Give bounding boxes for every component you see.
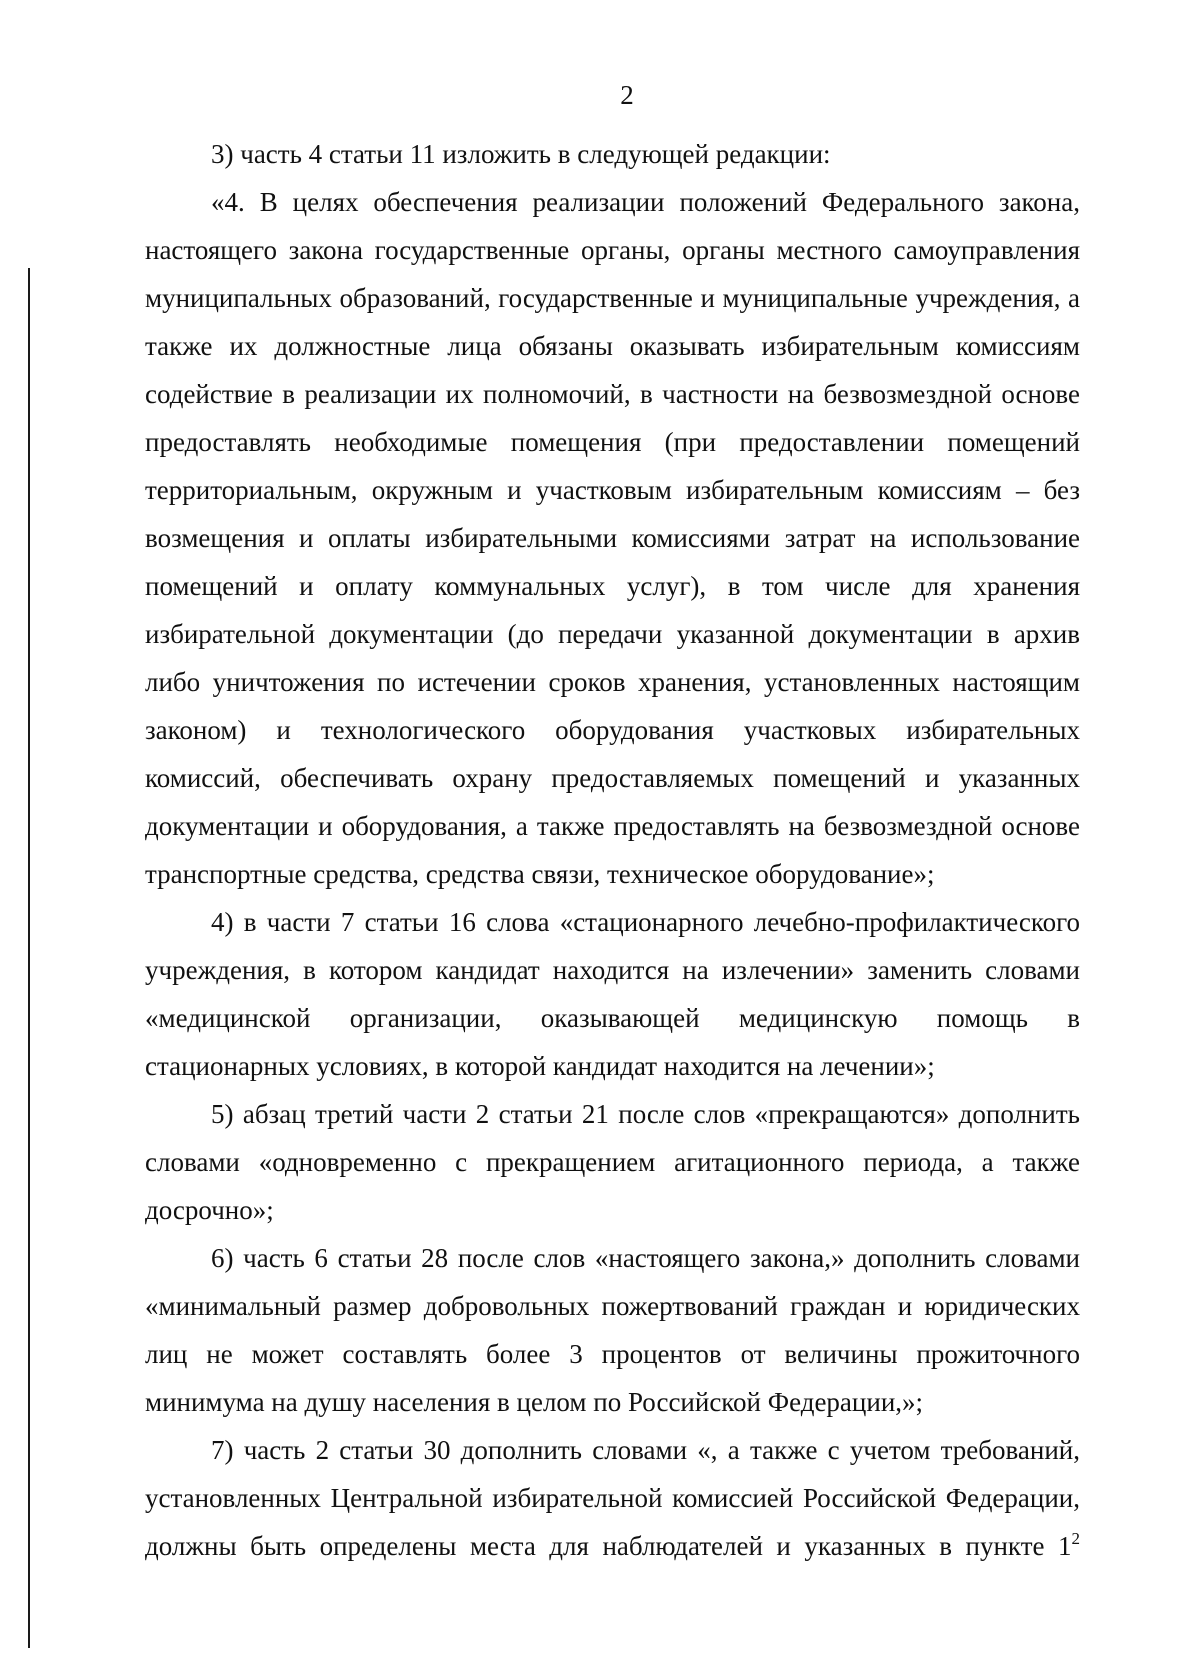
- paragraph-item-5: 5) абзац третий части 2 статьи 21 после слов «прекращаются» дополнить словами «одновременно с прекращением агитационного периода, а также досрочно»;: [145, 1099, 1080, 1225]
- scan-edge-line: [28, 268, 30, 1648]
- paragraph-item-7: [145, 1426, 1080, 1570]
- paragraph-item-6: 6) часть 6 статьи 28 после слов «настоящего закона,» дополнить словами «минимальный размер добровольных пожертвований граждан и юридических лиц не может составлять более 3 процентов от величины прожиточного минимума на душу населения в целом по Российской Федерации,»;: [145, 1243, 1080, 1417]
- paragraph-item-4: 4) в части 7 статьи 16 слова «стационарного лечебно-профилактического учреждения, в котором кандидат находится на излечении» заменить словами «медицинской организации, оказывающей медицинскую помощь в стационарных условиях, в которой кандидат находится на лечении»;: [145, 907, 1080, 1081]
- document-body: [145, 130, 1080, 1570]
- page-number: 2: [620, 80, 634, 110]
- paragraph-item-7-text: 7) часть 2 статьи 30 дополнить словами «, а также с учетом требований, установленных Центральной избирательной комиссией Российской Федерации, должны быть определены места для наблюдателей и указанных в пункте 1: [145, 1435, 1080, 1561]
- paragraph-item-3: 3) часть 4 статьи 11 изложить в следующей редакции:: [211, 139, 831, 169]
- footnote-superscript: 2: [1071, 1529, 1080, 1548]
- paragraph-item-3-quote: «4. В целях обеспечения реализации положений Федерального закона, настоящего закона государственные органы, органы местного самоуправления муниципальных образований, государственные и муниципальные учреждения, а также их должностные лица обязаны оказывать избирательным комиссиям содействие в реализации их полномочий, в частности на безвозмездной основе предоставлять необходимые помещения (при предоставлении помещений территориальным, окружным и участковым избирательным комиссиям – без возмещения и оплаты избирательными комиссиями затрат на использование помещений и оплату коммунальных услуг), в том числе для хранения избирательной документации (до передачи указанной документации в архив либо уничтожения по истечении сроков хранения, установленных настоящим законом) и технологического оборудования участковых избирательных комиссий, обеспечивать охрану предоставляемых помещений и указанных документации и оборудования, а также предоставлять на безвозмездной основе транспортные средства, средства связи, техническое оборудование»;: [145, 187, 1080, 889]
